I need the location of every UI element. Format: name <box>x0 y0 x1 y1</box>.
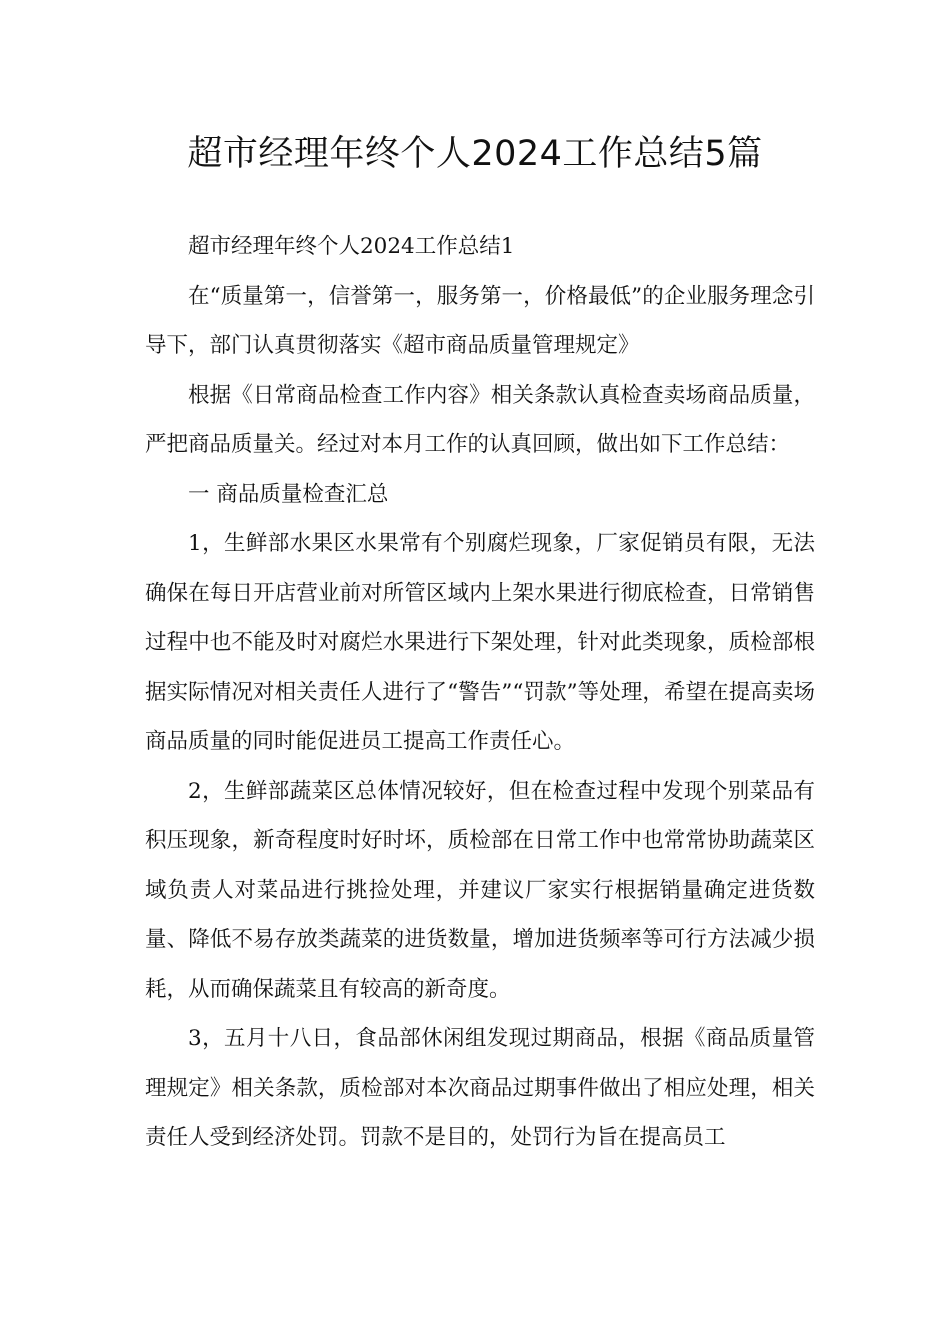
paragraph: 2，生鲜部蔬菜区总体情况较好，但在检查过程中发现个别菜品有积压现象，新奇程度时好时坏，质检部在日常工作中也常常协助蔬菜区域负责人对菜品进行挑捡处理，并建议厂家实行根据销量确定进货数量、降低不易存放类蔬菜的进货数量，增加进货频率等可行方法减少损耗，从而确保蔬菜且有较高的新奇度。 <box>145 778 815 1002</box>
paragraph: 根据《日常商品检查工作内容》相关条款认真检查卖场商品质量，严把商品质量关。经过对本月工作的认真回顾，做出如下工作总结： <box>145 382 815 457</box>
document-title: 超市经理年终个人2024工作总结5篇 <box>187 134 763 174</box>
paragraph: 1，生鲜部水果区水果常有个别腐烂现象，厂家促销员有限，无法确保在每日开店营业前对所管区域内上架水果进行彻底检查，日常销售过程中也不能及时对腐烂水果进行下架处理，针对此类现象，质检部根据实际情况对相关责任人进行了“警告”“罚款”等处理，希望在提高卖场商品质量的同时能促进员工提高工作责任心。 <box>145 531 815 754</box>
document-body <box>145 222 815 1163</box>
paragraph: 3，五月十八日，食品部休闲组发现过期商品，根据《商品质量管理规定》相关条款，质检部对本次商品过期事件做出了相应处理，相关责任人受到经济处罚。罚款不是目的，处罚行为旨在提高员工 <box>145 1026 815 1150</box>
section-heading: 超市经理年终个人2024工作总结1 <box>188 234 515 259</box>
subsection-heading: 一 商品质量检查汇总 <box>188 481 389 507</box>
paragraph: 在“质量第一，信誉第一，服务第一，价格最低”的企业服务理念引导下，部门认真贯彻落实《超市商品质量管理规定》 <box>145 283 815 358</box>
